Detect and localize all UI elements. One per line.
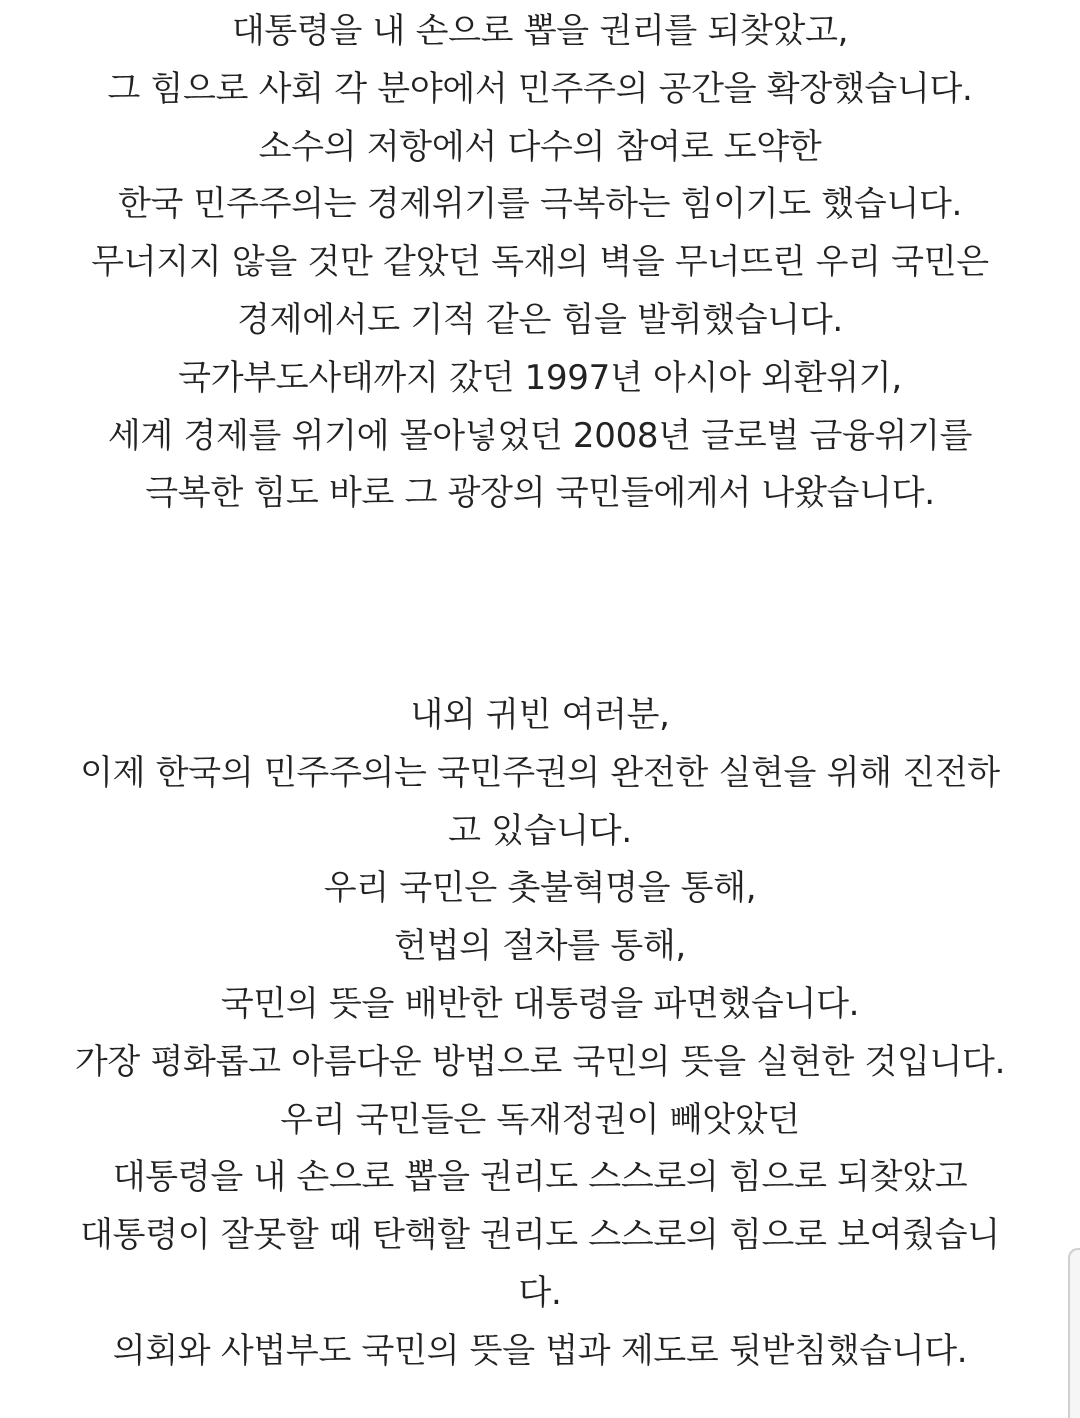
text-line: 소수의 저항에서 다수의 참여로 도약한 [258,126,822,167]
text-line: 우리 국민은 촛불혁명을 통해, [323,868,757,909]
text-line: 다. [518,1272,562,1313]
paragraph-democracy-and-economy [0,3,1080,523]
text-line: 우리 국민들은 독재정권이 빼앗았던 [280,1099,800,1140]
text-line: 세계 경제를 위기에 몰아넣었던 2008년 글로벌 금융위기를 [107,415,973,456]
paragraph-popular-sovereignty [0,687,1080,1381]
text-line: 무너지지 않을 것만 같았던 독재의 벽을 무너뜨린 우리 국민은 [91,242,989,283]
scrollbar[interactable] [1068,1248,1080,1416]
text-line: 의회와 사법부도 국민의 뜻을 법과 제도로 뒷받침했습니다. [112,1330,968,1371]
text-line: 대통령을 내 손으로 뽑을 권리를 되찾았고, [231,11,849,51]
text-line: 이제 한국의 민주주의는 국민주권의 완전한 실현을 위해 진전하 [80,752,1000,793]
text-line: 한국 민주주의는 경제위기를 극복하는 힘이기도 했습니다. [117,184,963,225]
text-line: 고 있습니다. [448,810,632,851]
text-line: 대통령이 잘못할 때 탄핵할 권리도 스스로의 힘으로 보여줬습니 [80,1215,1000,1256]
text-line: 경제에서도 기적 같은 힘을 발휘했습니다. [237,299,843,340]
text-line: 그 힘으로 사회 각 분야에서 민주주의 공간을 확장했습니다. [107,68,973,109]
scrollbar-thumb[interactable] [1068,1248,1080,1418]
text-line: 헌법의 절차를 통해, [394,926,686,967]
text-line: 국민의 뜻을 배반한 대통령을 파면했습니다. [220,983,860,1024]
text-line: 내외 귀빈 여러분, [410,695,670,735]
text-line: 대통령을 내 손으로 뽑을 권리도 스스로의 힘으로 되찾았고 [112,1157,968,1198]
text-line: 극복한 힘도 바로 그 광장의 국민들에게서 나왔습니다. [145,473,935,514]
text-line: 가장 평화롭고 아름다운 방법으로 국민의 뜻을 실현한 것입니다. [74,1041,1006,1082]
text-line: 국가부도사태까지 갔던 1997년 아시아 외환위기, [178,357,902,398]
